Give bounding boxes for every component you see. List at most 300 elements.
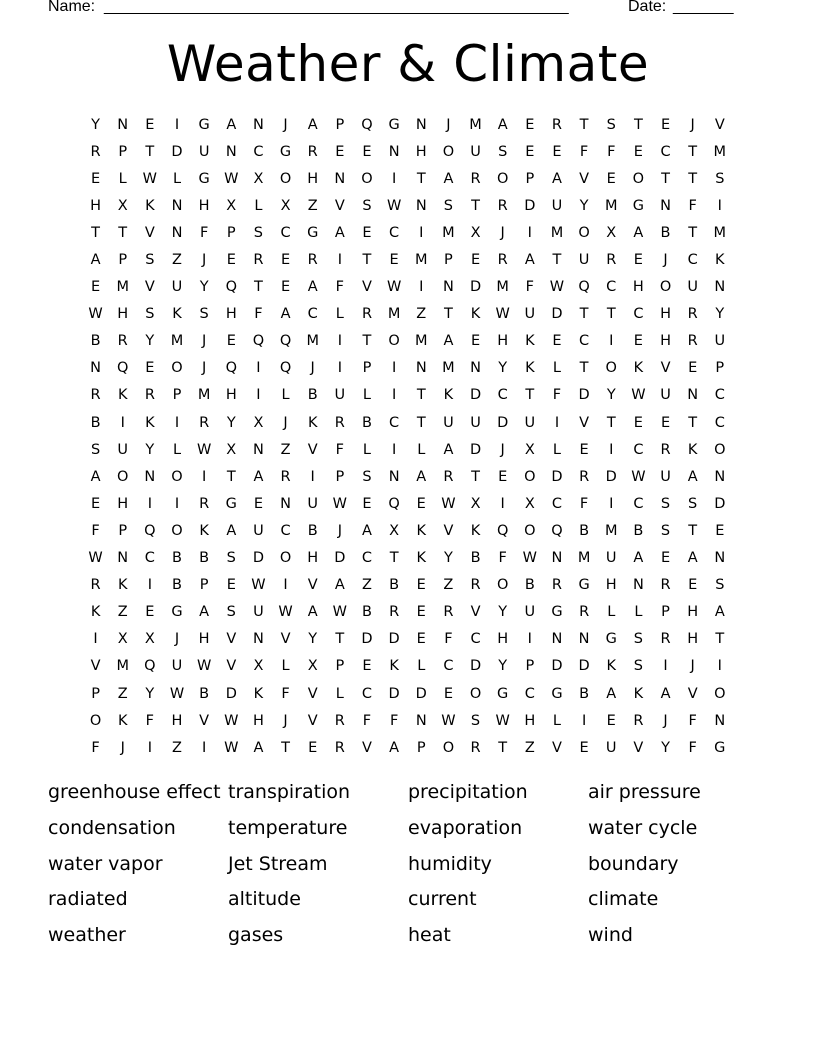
grid-letter: E [389, 252, 399, 269]
grid-letter: S [470, 712, 481, 729]
grid-letter: I [554, 414, 560, 431]
grid-letter: Q [388, 495, 400, 512]
grid-letter: S [199, 306, 209, 323]
grid-letter: A [497, 116, 508, 133]
grid-letter: U [660, 468, 671, 485]
grid-letter: C [280, 224, 291, 241]
grid-letter: W [88, 306, 103, 323]
grid-letter: T [606, 306, 616, 323]
grid-letter: B [90, 333, 101, 350]
grid-letter: A [280, 306, 291, 323]
grid-letter: A [90, 468, 101, 485]
grid-letter: W [224, 739, 239, 756]
grid-letter: F [607, 143, 616, 160]
grid-letter: Y [145, 441, 155, 458]
word-bank-item: gases [228, 924, 284, 947]
grid-row [82, 463, 734, 490]
grid-letter: W [224, 712, 239, 729]
grid-letter: G [198, 170, 210, 187]
grid-letter: F [498, 550, 507, 567]
grid-letter: W [224, 170, 239, 187]
grid-letter: M [496, 279, 509, 296]
grid-letter: B [172, 550, 182, 567]
grid-letter: I [256, 387, 261, 404]
grid-letter: R [280, 468, 291, 485]
grid-letter: P [362, 360, 372, 377]
grid-letter: C [361, 685, 373, 702]
grid-letter: P [118, 522, 128, 539]
grid-letter: F [389, 712, 399, 729]
grid-row [82, 490, 734, 517]
grid-letter: E [362, 495, 372, 512]
word-bank-item: greenhouse effect [48, 781, 221, 803]
grid-letter: O [279, 170, 292, 187]
grid-letter: N [415, 197, 427, 214]
grid-letter: S [633, 658, 643, 675]
word-bank-item: radiated [48, 888, 128, 911]
grid-letter: D [334, 550, 346, 567]
grid-letter: Y [145, 685, 155, 702]
grid-letter: L [362, 441, 372, 458]
grid-letter: A [443, 170, 454, 187]
grid-letter: E [253, 495, 263, 512]
grid-letter: G [551, 685, 563, 702]
grid-letter: I [337, 252, 342, 269]
grid-letter: W [386, 279, 402, 296]
grid-letter: V [226, 658, 237, 675]
grid-letter: V [280, 631, 291, 648]
grid-letter: I [120, 414, 125, 431]
grid-letter: M [116, 279, 129, 296]
grid-letter: V [307, 685, 318, 702]
grid-letter: V [307, 712, 318, 729]
grid-letter: U [253, 604, 264, 621]
page-title: Weather & Climate [166, 35, 650, 93]
grid-letter: K [172, 306, 182, 323]
grid-letter: U [605, 550, 617, 567]
grid-letter: R [117, 333, 128, 350]
grid-letter: C [714, 387, 725, 404]
grid-letter: H [687, 631, 699, 648]
grid-letter: E [226, 577, 236, 594]
grid-letter: C [633, 441, 644, 458]
date-field: _______ [673, 0, 734, 15]
grid-letter: R [443, 468, 454, 485]
grid-letter: T [416, 170, 426, 187]
grid-letter: E [280, 279, 291, 296]
grid-letter: F [552, 387, 562, 404]
word-bank-item: altitude [228, 888, 301, 911]
word-bank-item: water vapor [48, 852, 163, 875]
grid-letter: C [633, 495, 644, 512]
grid-letter: E [416, 604, 426, 621]
grid-letter: U [171, 658, 183, 675]
grid-letter: W [332, 495, 347, 512]
grid-letter: Q [144, 658, 156, 675]
grid-letter: D [605, 468, 617, 485]
grid-letter: O [632, 170, 645, 187]
grid-letter: L [335, 685, 344, 702]
grid-letter: H [225, 306, 237, 323]
grid-letter: N [578, 631, 590, 648]
grid-letter: C [361, 550, 373, 567]
grid-letter: V [579, 170, 590, 187]
grid-letter: X [226, 197, 237, 214]
grid-letter: U [198, 143, 210, 160]
grid-letter: I [609, 441, 614, 458]
grid-letter: D [171, 143, 183, 160]
grid-letter: M [713, 143, 727, 160]
grid-letter: C [144, 550, 155, 567]
grid-letter: R [334, 414, 345, 431]
grid-letter: L [254, 197, 263, 214]
grid-letter: H [90, 197, 102, 214]
grid-letter: X [470, 495, 481, 512]
grid-letter: V [443, 522, 454, 539]
grid-letter: P [661, 604, 670, 621]
grid-letter: J [201, 360, 207, 377]
grid-row [82, 572, 734, 599]
grid-letter: A [253, 739, 264, 756]
grid-letter: X [524, 441, 535, 458]
grid-letter: O [605, 360, 617, 377]
grid-letter: W [332, 604, 347, 621]
grid-letter: E [280, 252, 291, 269]
grid-letter: E [633, 252, 643, 269]
grid-letter: T [498, 739, 508, 756]
grid-letter: S [660, 522, 671, 539]
grid-row [82, 517, 734, 544]
grid-letter: H [307, 170, 319, 187]
grid-letter: D [415, 685, 427, 702]
grid-letter: Y [498, 604, 508, 621]
grid-letter: R [606, 252, 617, 269]
grid-letter: K [633, 685, 644, 702]
grid-letter: L [335, 306, 344, 323]
grid-letter: D [388, 631, 400, 648]
grid-letter: Q [252, 333, 265, 350]
grid-letter: H [117, 495, 129, 512]
grid-letter: E [226, 252, 236, 269]
grid-letter: P [335, 116, 345, 133]
grid-letter: H [687, 604, 699, 621]
grid-letter: H [225, 387, 237, 404]
grid-letter: E [660, 414, 671, 431]
grid-letter: F [254, 306, 263, 323]
grid-letter: H [117, 306, 129, 323]
grid-letter: O [659, 279, 672, 296]
grid-letter: I [419, 279, 424, 296]
grid-letter: H [497, 333, 509, 350]
grid-letter: K [525, 333, 535, 350]
grid-letter: E [660, 550, 671, 567]
grid-letter: C [660, 143, 671, 160]
grid-letter: B [524, 577, 535, 594]
grid-letter: R [389, 604, 400, 621]
grid-letter: W [169, 685, 185, 702]
grid-letter: E [90, 495, 101, 512]
grid-letter: X [606, 224, 617, 241]
grid-letter: P [444, 252, 453, 269]
grid-letter: H [171, 712, 183, 729]
grid-letter: K [633, 360, 644, 377]
grid-letter: X [226, 441, 237, 458]
grid-letter: N [144, 468, 156, 485]
grid-letter: D [578, 387, 590, 404]
grid-letter: R [199, 414, 210, 431]
grid-letter: B [307, 522, 318, 539]
grid-letter: S [90, 441, 101, 458]
grid-letter: P [525, 658, 535, 675]
grid-letter: R [361, 306, 373, 323]
grid-letter: O [279, 550, 292, 567]
grid-letter: H [307, 550, 319, 567]
grid-letter: X [253, 658, 264, 675]
grid-letter: D [714, 495, 726, 512]
grid-row [82, 599, 734, 626]
grid-letter: A [253, 468, 264, 485]
grid-letter: R [307, 252, 318, 269]
grid-letter: E [633, 143, 643, 160]
grid-letter: T [416, 387, 426, 404]
grid-letter: R [90, 577, 101, 594]
grid-letter: B [172, 577, 182, 594]
grid-letter: B [470, 550, 481, 567]
grid-letter: F [145, 712, 155, 729]
grid-letter: E [416, 631, 426, 648]
grid-letter: C [579, 333, 590, 350]
grid-letter: D [551, 468, 563, 485]
grid-letter: I [337, 333, 342, 350]
grid-letter: U [524, 306, 536, 323]
grid-letter: R [551, 116, 562, 133]
grid-letter: P [335, 658, 345, 675]
grid-letter: R [660, 441, 671, 458]
grid-letter: G [578, 577, 590, 594]
grid-letter: M [415, 333, 428, 350]
grid-letter: V [362, 279, 372, 296]
grid-letter: O [496, 577, 509, 594]
grid-letter: R [687, 333, 698, 350]
grid-letter: B [362, 414, 372, 431]
grid-letter: I [717, 197, 722, 214]
grid-row [82, 545, 734, 572]
grid-letter: R [660, 577, 671, 594]
grid-letter: I [609, 333, 614, 350]
grid-row [82, 680, 734, 707]
grid-letter: R [199, 495, 210, 512]
grid-letter: F [199, 224, 209, 241]
grid-letter: C [389, 414, 400, 431]
grid-letter: M [550, 224, 564, 241]
grid-letter: Q [225, 279, 237, 296]
grid-letter: A [443, 441, 454, 458]
grid-letter: M [306, 333, 319, 350]
grid-letter: O [171, 522, 183, 539]
grid-letter: X [470, 224, 481, 241]
word-bank-item: heat [408, 924, 451, 947]
grid-letter: J [283, 712, 288, 729]
grid-letter: H [415, 143, 427, 160]
grid-letter: I [93, 631, 98, 648]
grid-letter: N [90, 360, 101, 377]
grid-letter: P [525, 170, 535, 187]
grid-letter: W [441, 712, 456, 729]
grid-letter: T [633, 116, 643, 133]
grid-letter: W [251, 577, 266, 594]
grid-letter: N [388, 468, 400, 485]
grid-letter: D [252, 550, 264, 567]
grid-letter: B [579, 685, 590, 702]
grid-letter: L [281, 658, 290, 675]
grid-letter: M [604, 197, 618, 214]
grid-letter: E [145, 604, 155, 621]
grid-letter: Z [524, 739, 535, 756]
grid-letter: Q [578, 279, 590, 296]
grid-letter: E [470, 252, 481, 269]
grid-letter: U [524, 604, 536, 621]
grid-letter: W [196, 441, 212, 458]
grid-letter: K [416, 522, 427, 539]
grid-letter: D [551, 306, 563, 323]
grid-letter: V [687, 685, 698, 702]
word-bank-item: water cycle [588, 816, 698, 839]
grid-letter: I [609, 495, 614, 512]
word-bank-item: weather [48, 924, 126, 947]
grid-letter: R [334, 739, 345, 756]
grid-letter: S [226, 604, 236, 621]
grid-letter: L [362, 387, 372, 404]
grid-row [82, 246, 734, 273]
grid-row [82, 328, 734, 355]
grid-letter: A [660, 685, 671, 702]
grid-letter: Y [199, 279, 209, 296]
grid-letter: N [415, 360, 427, 377]
grid-letter: O [524, 468, 536, 485]
grid-letter: S [145, 306, 155, 323]
grid-letter: H [252, 712, 264, 729]
grid-letter: D [551, 658, 563, 675]
grid-letter: N [660, 197, 671, 214]
grid-letter: H [497, 631, 509, 648]
grid-letter: F [91, 739, 100, 756]
grid-letter: T [688, 414, 698, 431]
grid-letter: J [663, 252, 668, 269]
grid-letter: T [145, 143, 155, 160]
grid-letter: U [443, 414, 454, 431]
grid-letter: E [525, 116, 535, 133]
grid-letter: V [660, 360, 671, 377]
grid-letter: B [362, 604, 372, 621]
grid-letter: E [552, 333, 562, 350]
grid-letter: G [307, 224, 319, 241]
grid-letter: M [116, 658, 129, 675]
grid-letter: I [174, 495, 180, 512]
grid-letter: K [525, 360, 535, 377]
word-bank-item: climate [588, 888, 659, 911]
grid-letter: F [281, 685, 290, 702]
grid-letter: M [577, 550, 591, 567]
grid-row [82, 382, 734, 409]
grid-letter: K [117, 387, 128, 404]
grid-letter: I [717, 658, 722, 675]
grid-letter: U [524, 414, 536, 431]
grid-letter: V [579, 414, 590, 431]
grid-letter: S [253, 224, 264, 241]
grid-letter: U [605, 739, 617, 756]
grid-letter: D [497, 414, 509, 431]
grid-letter: U [253, 522, 264, 539]
grid-letter: A [524, 252, 535, 269]
grid-letter: T [471, 468, 480, 485]
grid-letter: C [497, 387, 508, 404]
grid-letter: F [525, 279, 534, 296]
grid-letter: E [226, 333, 236, 350]
grid-letter: J [283, 116, 288, 133]
grid-letter: T [416, 414, 426, 431]
grid-letter: D [469, 279, 482, 296]
grid-letter: O [89, 712, 102, 729]
grid-letter: N [551, 631, 563, 648]
grid-letter: S [443, 197, 453, 214]
grid-letter: L [172, 170, 182, 187]
grid-letter: N [117, 550, 129, 567]
grid-letter: A [199, 604, 210, 621]
grid-letter: G [279, 143, 292, 160]
grid-letter: I [174, 116, 180, 133]
grid-row [82, 707, 734, 734]
grid-letter: P [226, 224, 236, 241]
grid-letter: I [391, 387, 397, 404]
grid-letter: F [688, 197, 697, 214]
grid-letter: T [362, 333, 372, 350]
grid-letter: Y [308, 631, 318, 648]
grid-letter: S [498, 143, 508, 160]
grid-letter: F [362, 712, 372, 729]
grid-letter: R [551, 577, 562, 594]
grid-letter: A [633, 224, 644, 241]
grid-letter: R [144, 387, 155, 404]
grid-letter: N [388, 143, 400, 160]
grid-letter: M [604, 522, 618, 539]
grid-letter: W [522, 550, 537, 567]
grid-letter: V [714, 116, 725, 133]
grid-letter: E [443, 685, 453, 702]
grid-letter: E [362, 224, 372, 241]
grid-letter: U [117, 441, 129, 458]
grid-letter: N [171, 197, 183, 214]
grid-letter: K [90, 604, 101, 621]
grid-letter: M [170, 333, 184, 350]
grid-letter: A [334, 224, 345, 241]
grid-letter: T [688, 170, 698, 187]
grid-letter: C [687, 252, 698, 269]
grid-letter: G [388, 116, 400, 133]
name-label: Name: [48, 0, 96, 15]
grid-letter: M [387, 306, 401, 323]
word-bank-item: humidity [408, 852, 492, 875]
grid-letter: A [389, 739, 400, 756]
grid-letter: O [496, 170, 509, 187]
grid-letter: U [334, 387, 346, 404]
grid-letter: T [471, 197, 480, 214]
grid-letter: R [687, 306, 698, 323]
grid-letter: R [90, 143, 101, 160]
grid-letter: A [90, 252, 101, 269]
grid-letter: F [335, 279, 344, 296]
grid-letter: P [172, 387, 182, 404]
grid-letter: A [362, 522, 372, 539]
